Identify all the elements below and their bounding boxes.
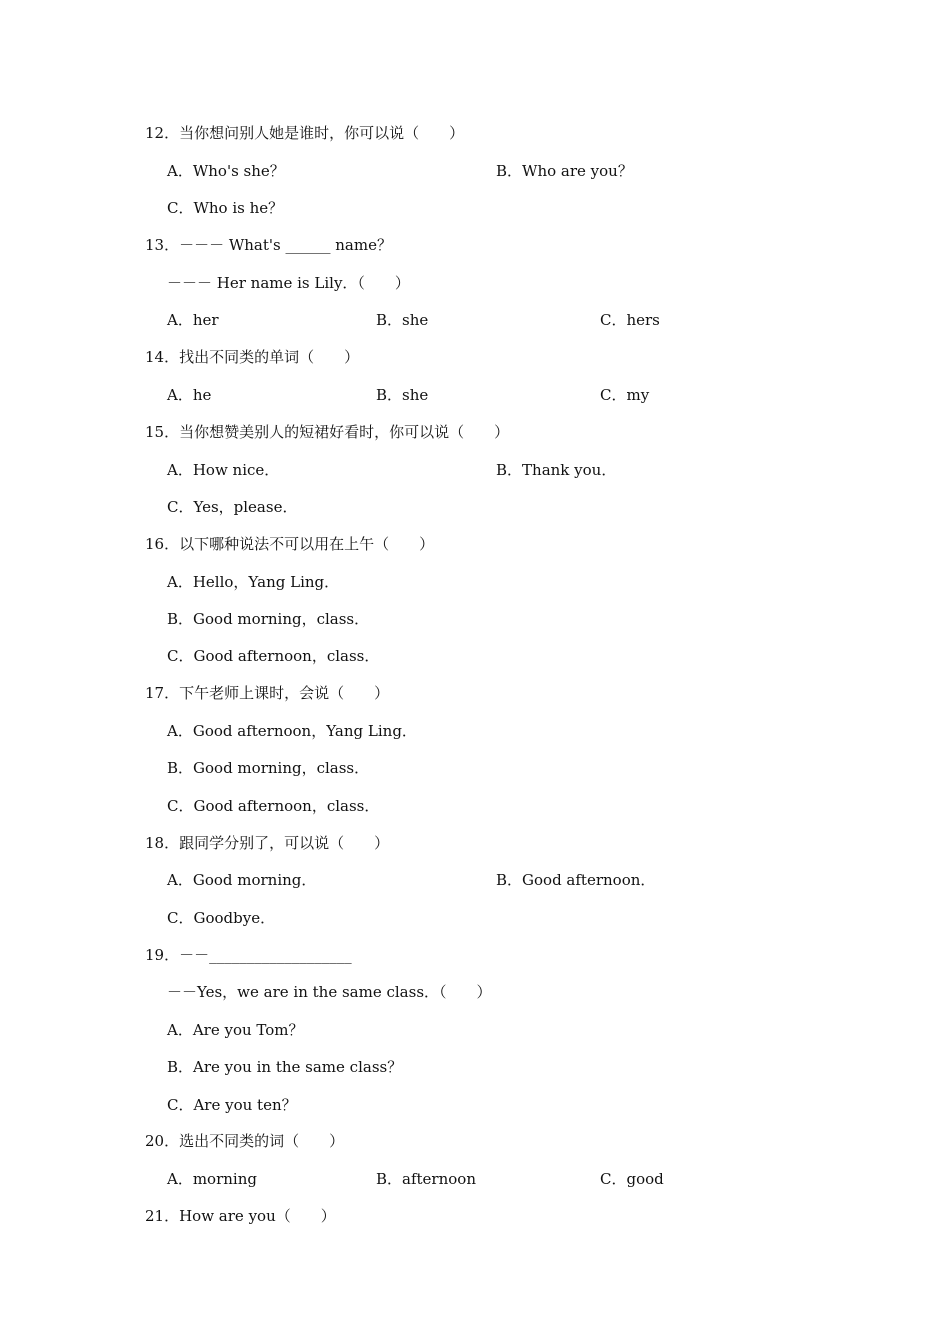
question-16-option-b: B．Good morning，class．	[167, 610, 370, 628]
question-19-option-c: C．Are you ten？	[167, 1096, 297, 1114]
question-19-stem: 19．－－___________________	[145, 946, 352, 964]
question-13-stem: 13．－－－ What's ______ name？	[145, 236, 392, 254]
question-12-stem: 12．当你想问别人她是谁时，你可以说（ ）	[145, 124, 465, 142]
question-20-option-b: B．afternoon	[376, 1170, 476, 1188]
question-19-option-a: A．Are you Tom？	[167, 1021, 304, 1039]
question-19-option-b: B．Are you in the same class？	[167, 1058, 403, 1076]
question-15-option-c: C．Yes，please．	[167, 498, 298, 516]
question-12-option-b: B．Who are you？	[496, 162, 633, 180]
question-20-option-c: C．good	[600, 1170, 664, 1188]
question-14-option-c: C．my	[600, 386, 650, 404]
question-15-option-b: B．Thank you．	[496, 461, 617, 479]
question-21-stem: 21．How are you（ ）	[145, 1207, 336, 1225]
question-12-option-c: C．Who is he？	[167, 199, 284, 217]
question-13-option-b: B．she	[376, 311, 429, 329]
question-13-stem-reply: －－－ Her name is Lily．（ ）	[167, 274, 410, 292]
question-19-stem-reply: －－Yes，we are in the same class．（ ）	[167, 983, 492, 1001]
question-18-option-b: B．Good afternoon．	[496, 871, 656, 889]
question-14-option-b: B．she	[376, 386, 429, 404]
question-14-option-a: A．he	[167, 386, 212, 404]
question-14-stem: 14．找出不同类的单词（ ）	[145, 348, 360, 366]
question-17-option-c: C．Good afternoon，class．	[167, 797, 380, 815]
question-18-stem: 18．跟同学分别了，可以说（ ）	[145, 834, 390, 852]
question-18-option-c: C．Goodbye．	[167, 909, 276, 927]
question-16-option-a: A．Hello，Yang Ling．	[167, 573, 340, 591]
question-15-option-a: A．How nice．	[167, 461, 280, 479]
question-13-option-c: C．hers	[600, 311, 660, 329]
question-17-option-a: A．Good afternoon，Yang Ling．	[167, 722, 417, 740]
question-17-option-b: B．Good morning，class．	[167, 759, 370, 777]
question-18-option-a: A．Good morning．	[167, 871, 317, 889]
question-20-option-a: A．morning	[167, 1170, 257, 1188]
question-15-stem: 15．当你想赞美别人的短裙好看时，你可以说（ ）	[145, 423, 510, 441]
question-16-stem: 16．以下哪种说法不可以用在上午（ ）	[145, 535, 435, 553]
question-16-option-c: C．Good afternoon，class．	[167, 647, 380, 665]
question-12-option-a: A．Who's she？	[167, 162, 285, 180]
question-13-option-a: A．her	[167, 311, 219, 329]
question-17-stem: 17．下午老师上课时，会说（ ）	[145, 684, 390, 702]
question-20-stem: 20．选出不同类的词（ ）	[145, 1132, 345, 1150]
